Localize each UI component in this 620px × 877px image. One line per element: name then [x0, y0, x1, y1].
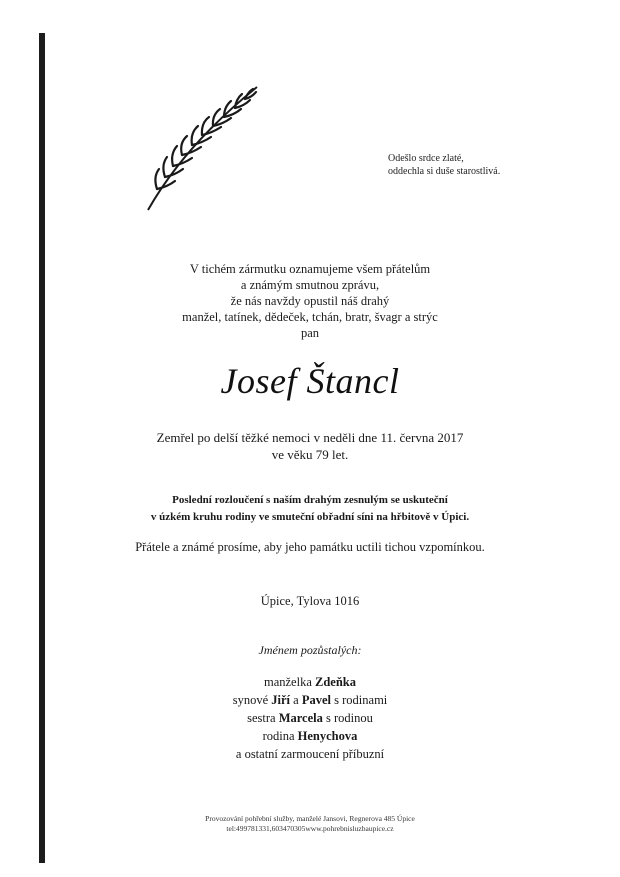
funeral-line: v úzkém kruhu rodiny ve smuteční obřadní síni na hřbitově v Úpici.	[150, 511, 470, 523]
footer-line: Provozování pohřební služby, manželé Jansovi, Regnerova 485 Úpice	[205, 814, 415, 823]
feather-icon	[145, 85, 260, 215]
intro-line: manžel, tatínek, dědeček, tchán, bratr, švagr a strýc	[182, 310, 438, 324]
intro-line: že nás navždy opustil náš drahý	[230, 294, 390, 308]
announcement-intro	[60, 261, 560, 341]
footer	[160, 814, 460, 834]
mourners-title: Jménem pozůstalých:	[258, 643, 362, 657]
footer-line: tel:499781331,603470305www.pohrebnisluzbaupice.cz	[226, 824, 394, 833]
mourning-bar	[39, 33, 45, 863]
address: Úpice, Tylova 1016	[260, 594, 360, 608]
intro-line: pan	[300, 326, 320, 340]
funeral-line: Poslední rozloučení s naším drahým zesnulým se uskuteční	[172, 494, 448, 506]
funeral-info	[60, 492, 560, 526]
deceased-name: Josef Štancl	[220, 361, 400, 401]
motto-line: oddechla si duše starostlivá.	[388, 166, 501, 177]
mourner-line: a ostatní zarmoucení příbuzní	[235, 747, 385, 761]
motto-line: Odešlo srdce zlaté,	[388, 153, 464, 164]
mourner-line: synové Jiří a Pavel s rodinami	[232, 693, 388, 707]
motto	[388, 152, 500, 178]
death-line: Zemřel po delší těžké nemoci v neděli dne 11. června 2017	[156, 430, 464, 445]
mourner-line: rodina Henychova	[262, 729, 358, 743]
mourners-list	[60, 673, 560, 763]
intro-line: a známým smutnou zprávu,	[240, 278, 380, 292]
death-info	[60, 429, 560, 463]
remembrance-request: Přátele a známé prosíme, aby jeho památku uctili tichou vzpomínkou.	[135, 540, 485, 554]
death-line: ve věku 79 let.	[271, 447, 349, 462]
mourner-line: sestra Marcela s rodinou	[247, 711, 373, 725]
mourner-line: manželka Zdeňka	[263, 675, 356, 689]
intro-line: V tichém zármutku oznamujeme všem přátelům	[189, 262, 431, 276]
